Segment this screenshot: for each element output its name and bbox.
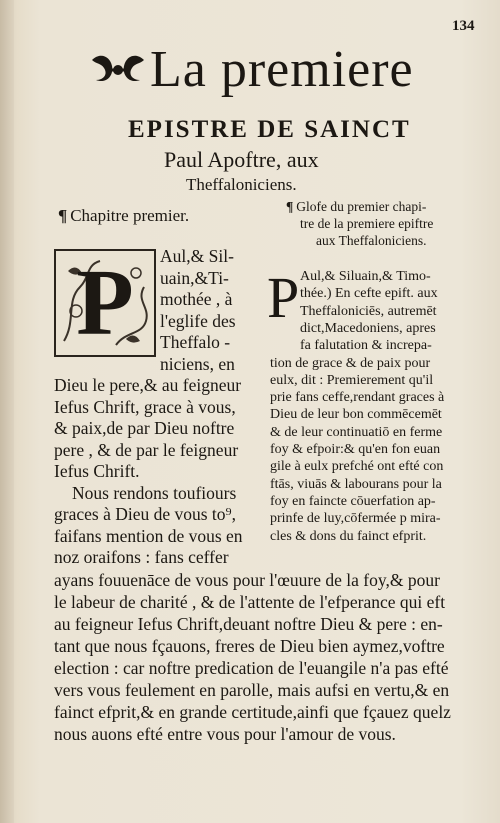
decorated-initial — [54, 249, 156, 357]
right-column-line: & de leur continuatiō en ferme — [270, 424, 443, 440]
drop-cap-letter: P — [76, 251, 134, 355]
binding-gutter — [0, 0, 14, 823]
right-column-line: prinfe de luy,cōfermée p mira- — [270, 511, 441, 527]
glose-heading-line: ¶ Glofe du premier chapi- — [286, 199, 427, 214]
body-line: vers vous feulement en parolle, mais aufsi en vertu,& en — [54, 680, 450, 700]
right-column-line: prie fans ceffe,rendant graces à — [270, 390, 445, 406]
right-column-line: fa falutation & increpa- — [300, 338, 432, 354]
left-column-line: & paix,de par Dieu noftre — [54, 418, 235, 438]
title-line-4: Theffaloniciens. — [186, 175, 297, 194]
left-column-line: uain,&Ti- — [160, 267, 229, 288]
title-line-3: Paul Apoftre, aux — [164, 147, 319, 172]
right-column-line: foy en faincte cōuerfation ap- — [270, 493, 436, 509]
left-column-line: Dieu le pere,& au feigneur — [54, 375, 242, 395]
left-column-line: mothée , à — [160, 289, 233, 309]
body-line: nous auons efté entre vous pour l'amour de vous. — [54, 724, 396, 744]
left-column-line: Aul,& Sil- — [160, 246, 234, 266]
title-line-1: La premiere — [150, 41, 414, 98]
fleuron-icon — [88, 50, 148, 92]
body-line: au feigneur Iefus Chrift,deuant noftre Dieu & pere : en- — [54, 614, 443, 634]
right-column-line: ftās, viuās & labourans pour la — [270, 476, 442, 492]
left-column-line: graces à Dieu de vous to⁹, — [54, 504, 237, 524]
left-column-line: Theffalo - — [160, 332, 231, 352]
chapter-heading-text: Chapitre premier. — [70, 206, 190, 225]
title-line-2: EPISTRE DE SAINCT — [128, 116, 411, 143]
right-column-line: dict,Macedoniens, apres — [300, 320, 436, 336]
right-column-line: Aul,& Siluain,& Timo- — [300, 269, 431, 284]
left-column-line: Iefus Chrift, grace à vous, — [54, 396, 236, 417]
left-column-line: noz oraifons : fans ceffer — [54, 547, 229, 567]
chapter-heading — [58, 206, 189, 226]
left-column-line: l'eglife des — [160, 310, 236, 331]
glose-heading-line: tre de la premiere epiftre — [300, 216, 434, 231]
pilcrow-icon: ¶ — [286, 199, 294, 214]
body-line: ayans fouuenāce de vous pour l'œuure de la foy,& pour — [54, 570, 440, 590]
right-column-line: Theffaloniciēs, autremēt — [300, 303, 437, 319]
glose-heading — [286, 198, 433, 249]
body-line: fainct efprit,& en grande certitude,ainfi que fçauez quelz — [54, 702, 451, 722]
body-line: tant que nous fçauons, freres de Dieu bien aymez,voftre — [54, 636, 445, 656]
left-column-line: faifans mention de vous en — [54, 525, 243, 546]
right-column-line: tion de grace & de paix pour — [270, 355, 431, 371]
pilcrow-icon: ¶ — [58, 206, 68, 225]
right-column-line: cles & dons du fainct efprit. — [270, 528, 427, 544]
left-column-line: Iefus Chrift. — [54, 461, 140, 481]
right-column-line: gile à eulx prefché ont efté con — [270, 459, 444, 475]
left-column-line: Nous rendons toufiours — [72, 482, 237, 503]
right-column-line: thée.) En cefte epift. aux — [300, 286, 438, 302]
left-column-line: niciens, en — [160, 353, 235, 374]
page-number: 134 — [452, 18, 475, 34]
body-line: election : car noftre predication de l'euangile n'a pas efté — [54, 658, 449, 678]
right-column-line: Dieu de leur bon commēcemēt — [270, 407, 442, 423]
right-column-line: eulx, dit : Premierement qu'il — [270, 372, 434, 388]
body-line: le labeur de charité , & de l'attente de l'efperance qui eft — [54, 592, 446, 612]
right-column-line: foy & efpoir:& qu'en fon euan — [270, 442, 441, 457]
glose-initial-letter: P — [267, 265, 300, 330]
glose-heading-line: aux Theffaloniciens. — [316, 233, 427, 248]
left-column-line: pere , & de par le feigneur — [54, 439, 239, 460]
